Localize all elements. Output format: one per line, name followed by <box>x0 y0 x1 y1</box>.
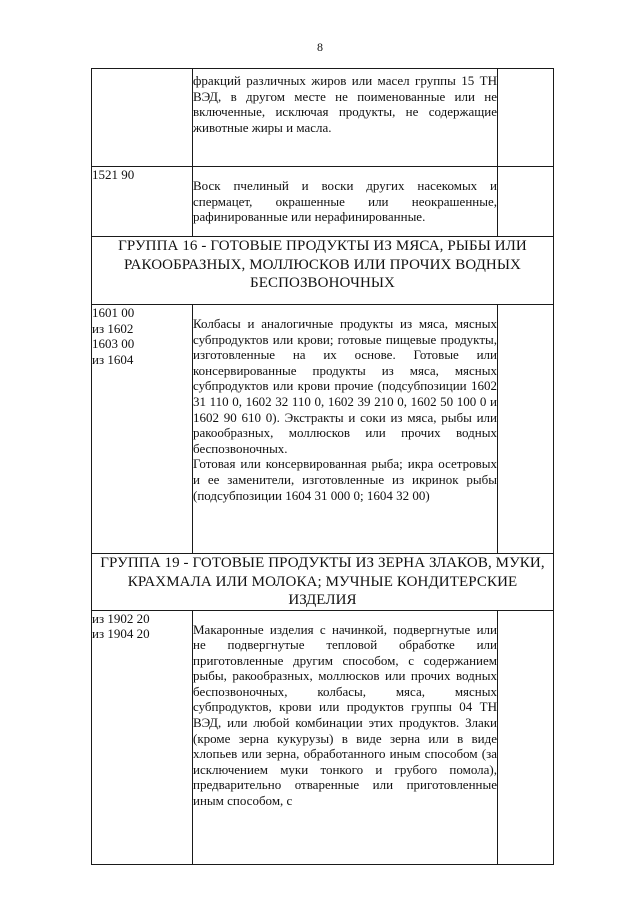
code-cell <box>92 167 193 237</box>
empty-cell <box>498 305 554 554</box>
description-text: Воск пчелиный и воски других насекомых и спермацет, окрашенные или неокрашенные, рафинированные или нерафинированные. <box>193 178 497 225</box>
empty-cell <box>498 610 554 864</box>
group-19-heading: ГРУППА 19 - ГОТОВЫЕ ПРОДУКТЫ ИЗ ЗЕРНА ЗЛАКОВ, МУКИ, КРАХМАЛА ИЛИ МОЛОКА; МУЧНЫЕ КОНДИТЕРСКИЕ ИЗДЕЛИЯ <box>92 554 554 611</box>
description-text: Готовая или консервированная рыба; икра осетровых и ее заменители, изготовленные из икринок рыбы (подсубпозиции 1604 31 000 0; 1604 32 00) <box>193 456 497 503</box>
description-cell <box>193 69 498 167</box>
page-number: 8 <box>317 40 323 54</box>
tariff-table <box>91 68 554 865</box>
group-16-heading: ГРУППА 16 - ГОТОВЫЕ ПРОДУКТЫ ИЗ МЯСА, РЫБЫ ИЛИ РАКООБРАЗНЫХ, МОЛЛЮСКОВ ИЛИ ПРОЧИХ ВОДНЫХ БЕСПОЗВОНОЧНЫХ <box>92 237 554 305</box>
table-row <box>92 610 554 864</box>
description-text: фракций различных жиров или масел группы 15 ТН ВЭД, в другом месте не поименованные или не включенные, исключая продукты, не содержащие животные жиры и масла. <box>193 73 497 135</box>
description-cell <box>193 167 498 237</box>
code-value: 1521 90 <box>92 167 135 182</box>
table-row <box>92 167 554 237</box>
code-value: из 1904 20 <box>92 626 150 642</box>
code-value: из 1902 20 <box>92 610 150 626</box>
group-heading-row <box>92 237 554 305</box>
description-cell <box>193 610 498 864</box>
description-cell <box>193 305 498 554</box>
code-cell <box>92 610 193 864</box>
code-cell <box>92 69 193 167</box>
group-heading-row <box>92 554 554 611</box>
table-row <box>92 305 554 554</box>
code-value: из 1604 <box>92 351 134 367</box>
code-value: из 1602 <box>92 320 134 336</box>
description-text: Макаронные изделия с начинкой, подвергнутые или не подвергнутые тепловой обработке или приготовленные другим способом, с содержанием рыбы, ракообразных, моллюсков или прочих водных беспозвоночных, колбасы, мяса, мясных субпродуктов, крови или продуктов группы 04 ТН ВЭД, или любой комбинации этих продуктов. Злаки (кроме зерна кукурузы) в виде зерна или в виде хлопьев или зерна, обработанного иным способом (за исключением муки тонкого и грубого помола), предварительно отваренные или приготовленные иным способом, с <box>193 621 497 809</box>
code-cell <box>92 305 193 554</box>
table-row <box>92 69 554 167</box>
empty-cell <box>498 167 554 237</box>
code-value: 1603 00 <box>92 336 135 352</box>
empty-cell <box>498 69 554 167</box>
code-value: 1601 00 <box>92 305 135 320</box>
description-text: Колбасы и аналогичные продукты из мяса, мясных субпродуктов или крови; готовые пищевые продукты, изготовленные на их основе. Готовые или консервированные продукты из мяса, мясных субпродуктов или крови прочие (подсубпозиции 1602 31 110 0, 1602 32 110 0, 1602 39 210 0, 1602 50 100 0 и 1602 90 610 0). Экстракты и соки из мяса, рыбы или ракообразных, моллюсков или прочих водных беспозвоночных. <box>193 316 497 456</box>
